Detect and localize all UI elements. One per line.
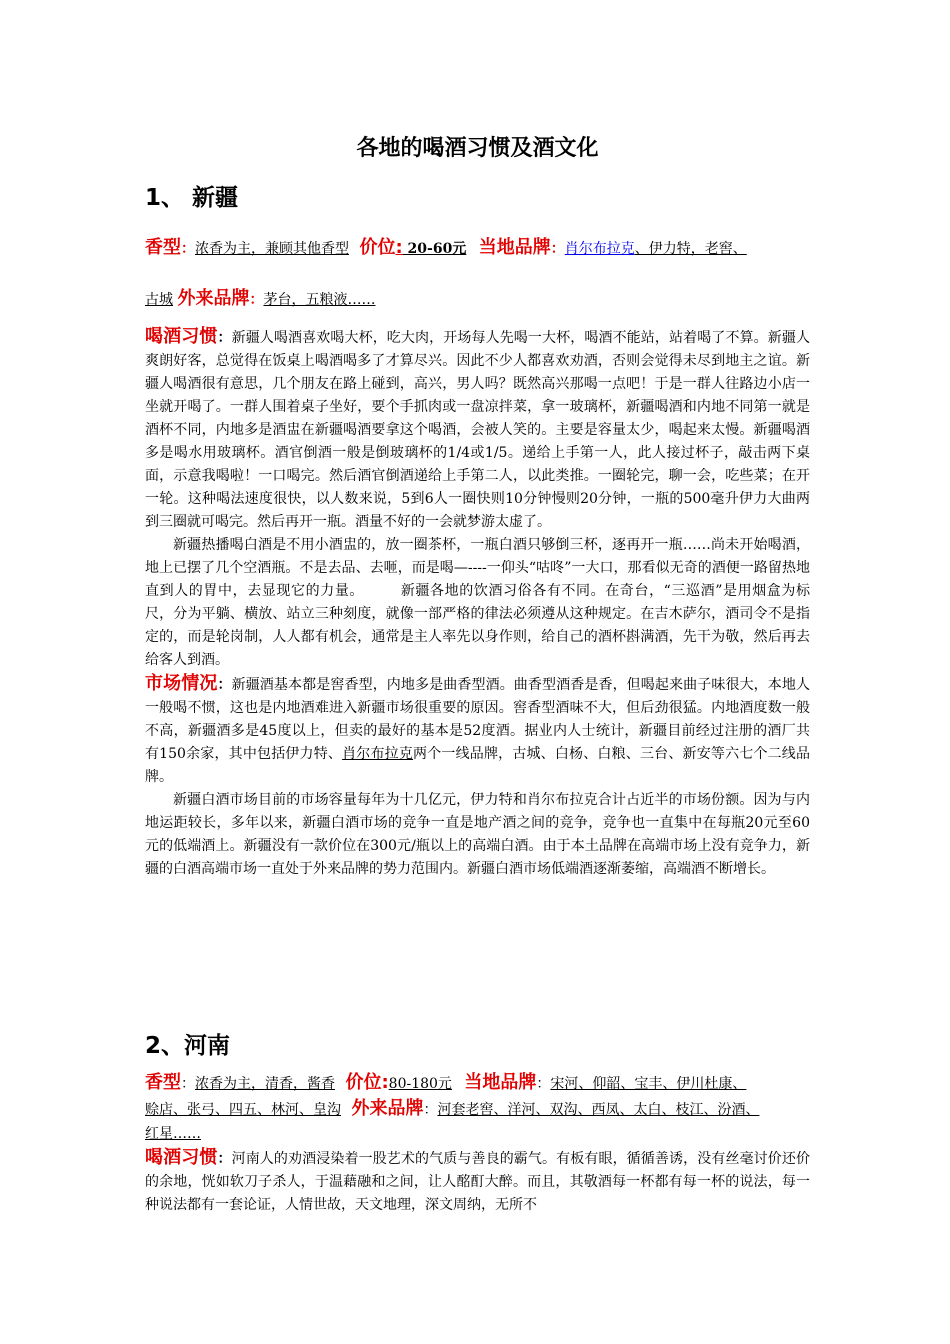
aroma-label: 香型 <box>145 1072 181 1093</box>
henan-info-line-3 <box>145 1124 810 1144</box>
document-title: 各地的喝酒习惯及酒文化 <box>356 136 599 161</box>
section-heading-xinjiang: 1、 新疆 <box>145 185 239 211</box>
henan-info-line-2: 赊店、张弓、四五、林河、皇沟 外来品牌：河套老窖、洋河、双沟、西凤、太白、枝江、汾酒、 <box>145 1098 760 1119</box>
price-label: 价位 <box>359 237 396 258</box>
market-brand-link[interactable]: 肖尔布拉克 <box>342 746 414 762</box>
price-value: 80-180元 <box>388 1076 452 1092</box>
aroma-label: 香型 <box>145 237 181 258</box>
xinjiang-habit-paragraph: 喝酒习惯：新疆人喝酒喜欢喝大杯，吃大肉，开场每人先喝一大杯，喝酒不能站，站着喝了不算。新疆人爽朗好客，总觉得在饭桌上喝酒喝多了才算尽兴。因此不少人都喜欢劝酒，否则会觉得未尽到地主之谊。新疆人喝酒很有意思，几个朋友在路上碰到，高兴，男人吗？既然高兴那喝一点吧！于是一群人往路边小店一坐就开喝了。一群人围着桌子坐好，要个手抓肉或一盘凉拌菜，拿一玻璃杯，新疆喝酒和内地不同第一就是酒杯不同，内地多是酒盅在新疆喝酒要拿这个喝酒，会被人笑的。主要是容量太少，喝起来太慢。新疆喝酒多是喝水用玻璃杯。酒官倒酒一般是倒玻璃杯的1/4或1/5。递给上手第一人，此人接过杯子，敲击两下桌面，示意我喝啦！一口喝完。然后酒官倒酒递给上手第二人，以此类推。一圈轮完，聊一会，吃些菜；在开一轮。这种喝法速度很快，以人数来说，5到6人一圈快则10分钟慢则20分钟，一瓶的500毫升伊力大曲两到三圈就可喝完。然后再开一瓶。酒量不好的一会就梦游太虚了。 新疆热播喝白酒是不用小酒盅的，放一圈茶杯，一瓶白酒只够倒三杯，逐再开一瓶……尚未开始喝酒，地上已摆了几个空酒瓶。不是去品、去咂，而是喝—----一仰头“咕咚”一大口，那看似无奇的酒便一路留热地直到人的胃中，去显现它的力量。 新疆各地的饮酒习俗各有不同。在奇台，“三巡酒”是用烟盒为标尺，分为平躺、横放、站立三种刻度，就像一部严格的律法必须遵从这种规定。在吉木萨尔，酒司令不是指定的，而是轮岗制，人人都有机会，通常是主人率先以身作则，给自己的酒杯斟满酒，先干为敬，然后再去给客人到酒。 市场情况：新疆酒基本都是窖香型，内地多是曲香型酒。曲香型酒香是香，但喝起来曲子味很大，本地人一般喝不惯，这也是内地酒难进入新疆市场很重要的原因。窖香型酒味不大，但后劲很猛。内地酒度数一般不高，新疆酒多是45度以上，但卖的最好的基本是52度酒。据业内人士统计，新疆目前经过注册的酒厂共有150余家，其中包括伊力特、肖尔布拉克两个一线品牌，古城、白杨、白粮、三台、新安等六七个二线品牌。 新疆白酒市场目前的市场容量每年为十几亿元，伊力特和肖尔布拉克合计占近半的市场份额。因为与内地运距较长，多年以来，新疆白酒市场的竞争一直是地产酒之间的竞争，竞争也一直集中在每瓶20元至60元的低端酒上。新疆没有一款价位在300元/瓶以上的高端白酒。由于本土品牌在高端市场上没有竞争力，新疆的白酒高端市场一直处于外来品牌的势力范围内。新疆白酒市场低端酒逐渐萎缩，高端酒不断增长。 <box>145 325 810 881</box>
section-heading-henan: 2、河南 <box>145 1033 231 1059</box>
market-text-2: 新疆白酒市场目前的市场容量每年为十几亿元，伊力特和肖尔布拉克合计占近半的市场份额。因为与内地运距较长，多年以来，新疆白酒市场的竞争一直是地产酒之间的竞争，竞争也一直集中在每瓶20元至60元的低端酒上。新疆没有一款价位在300元/瓶以上的高端白酒。由于本土品牌在高端市场上没有竞争力，新疆的白酒高端市场一直处于外来品牌的势力范围内。新疆白酒市场低端酒逐渐萎缩，高端酒不断增长。 <box>145 792 810 877</box>
market-label: 市场情况 <box>145 673 218 694</box>
price-value: 20-60元 <box>402 241 467 257</box>
local-brand-value: 、伊力特，老窖、 <box>634 241 747 257</box>
aroma-value: 浓香为主，清香，酱香 <box>195 1076 335 1092</box>
henan-info-line-1: 香型：浓香为主，清香，酱香 价位:80-180元 当地品牌：宋河、仰韶、宝丰、伊川杜康、 <box>145 1072 747 1093</box>
local-brand-value-cont: 古城 <box>145 292 173 308</box>
xinjiang-info-line-1: 香型：浓香为主，兼顾其他香型 价位: 20-60元 当地品牌：肖尔布拉克、伊力特，老窖、 <box>145 237 747 258</box>
foreign-brand-label: 外来品牌 <box>351 1098 424 1119</box>
foreign-brand-label: 外来品牌 <box>177 288 250 309</box>
habit-label: 喝酒习惯 <box>145 1147 218 1168</box>
aroma-value: 浓香为主，兼顾其他香型 <box>195 241 349 257</box>
local-brand-value: 宋河、仰韶、宝丰、伊川杜康、 <box>550 1076 747 1092</box>
xinjiang-info-line-2: 古城 外来品牌：茅台，五粮液…… <box>145 288 376 309</box>
local-brand-link[interactable]: 肖尔布拉克 <box>564 241 635 257</box>
habit-text: 河南人的劝酒浸染着一股艺术的气质与善良的霸气。有板有眼，循循善诱，没有丝毫讨价还价的余地，恍如软刀子杀人，于温藉融和之间，让人酩酊大醉。而且，其敬酒每一杯都有每一杯的说法，每一种说法都有一套论证，人情世故，天文地理，深文周纳，无所不 <box>145 1151 811 1213</box>
habit-label: 喝酒习惯 <box>145 326 218 347</box>
habit-text-2: 新疆热播喝白酒是不用小酒盅的，放一圈茶杯，一瓶白酒只够倒三杯，逐再开一瓶……尚未开始喝酒，地上已摆了几个空酒瓶。不是去品、去咂，而是喝—----一仰头“咕咚”一大口，那看似无奇的酒便一路留热地直到人的胃中，去显现它的力量。 新疆各地的饮酒习俗各有不同。在奇台，“三巡酒”是用烟盒为标尺，分为平躺、横放、站立三种刻度，就像一部严格的律法必须遵从这种规定。在吉木萨尔，酒司令不是指定的，而是轮岗制，人人都有机会，通常是主人率先以身作则，给自己的酒杯斟满酒，先干为敬，然后再去给客人到酒。 <box>145 537 810 668</box>
henan-habit-paragraph: 喝酒习惯：河南人的劝酒浸染着一股艺术的气质与善良的霸气。有板有眼，循循善诱，没有丝毫讨价还价的余地，恍如软刀子杀人，于温藉融和之间，让人酩酊大醉。而且，其敬酒每一杯都有每一杯的说法，每一种说法都有一套论证，人情世故，天文地理，深文周纳，无所不 <box>145 1147 811 1213</box>
local-brand-label: 当地品牌 <box>478 237 551 258</box>
foreign-brand-value: 河套老窖、洋河、双沟、西凤、太白、枝江、汾酒、 <box>437 1102 760 1118</box>
foreign-brand-value: 茅台，五粮液…… <box>263 292 376 308</box>
market-text: 新疆酒基本都是窖香型，内地多是曲香型酒。曲香型酒香是香，但喝起来曲子味很大，本地人一般喝不惯，这也是内地酒难进入新疆市场很重要的原因。窖香型酒味不大，但后劲很猛。内地酒度数一般不高，新疆酒多是45度以上，但卖的最好的基本是52度酒。据业内人士统计，新疆目前经过注册的酒厂共有150余家，其中包括伊力特、 <box>145 677 811 762</box>
price-label: 价位 <box>345 1072 382 1093</box>
habit-text: 新疆人喝酒喜欢喝大杯，吃大肉，开场每人先喝一大杯，喝酒不能站，站着喝了不算。新疆人爽朗好客，总觉得在饭桌上喝酒喝多了才算尽兴。因此不少人都喜欢劝酒，否则会觉得未尽到地主之谊。新疆人喝酒很有意思，几个朋友在路上碰到，高兴，男人吗？既然高兴那喝一点吧！于是一群人往路边小店一坐就开喝了。一群人围着桌子坐好，要个手抓肉或一盘凉拌菜，拿一玻璃杯，新疆喝酒和内地不同第一就是酒杯不同，内地多是酒盅在新疆喝酒要拿这个喝酒，会被人笑的。主要是容量太少，喝起来太慢。新疆喝酒多是喝水用玻璃杯。酒官倒酒一般是倒玻璃杯的1/4或1/5。递给上手第一人，此人接过杯子，敲击两下桌面，示意我喝啦！一口喝完。然后酒官倒酒递给上手第二人，以此类推。一圈轮完，聊一会，吃些菜；在开一轮。这种喝法速度很快，以人数来说，5到6人一圈快则10分钟慢则20分钟，一瓶的500毫升伊力大曲两到三圈就可喝完。然后再开一瓶。酒量不好的一会就梦游太虚了。 <box>145 330 811 530</box>
local-brand-label: 当地品牌 <box>464 1072 537 1093</box>
local-brand-value-cont: 赊店、张弓、四五、林河、皇沟 <box>145 1102 341 1118</box>
foreign-brand-value-cont: 红星…… <box>145 1126 201 1142</box>
